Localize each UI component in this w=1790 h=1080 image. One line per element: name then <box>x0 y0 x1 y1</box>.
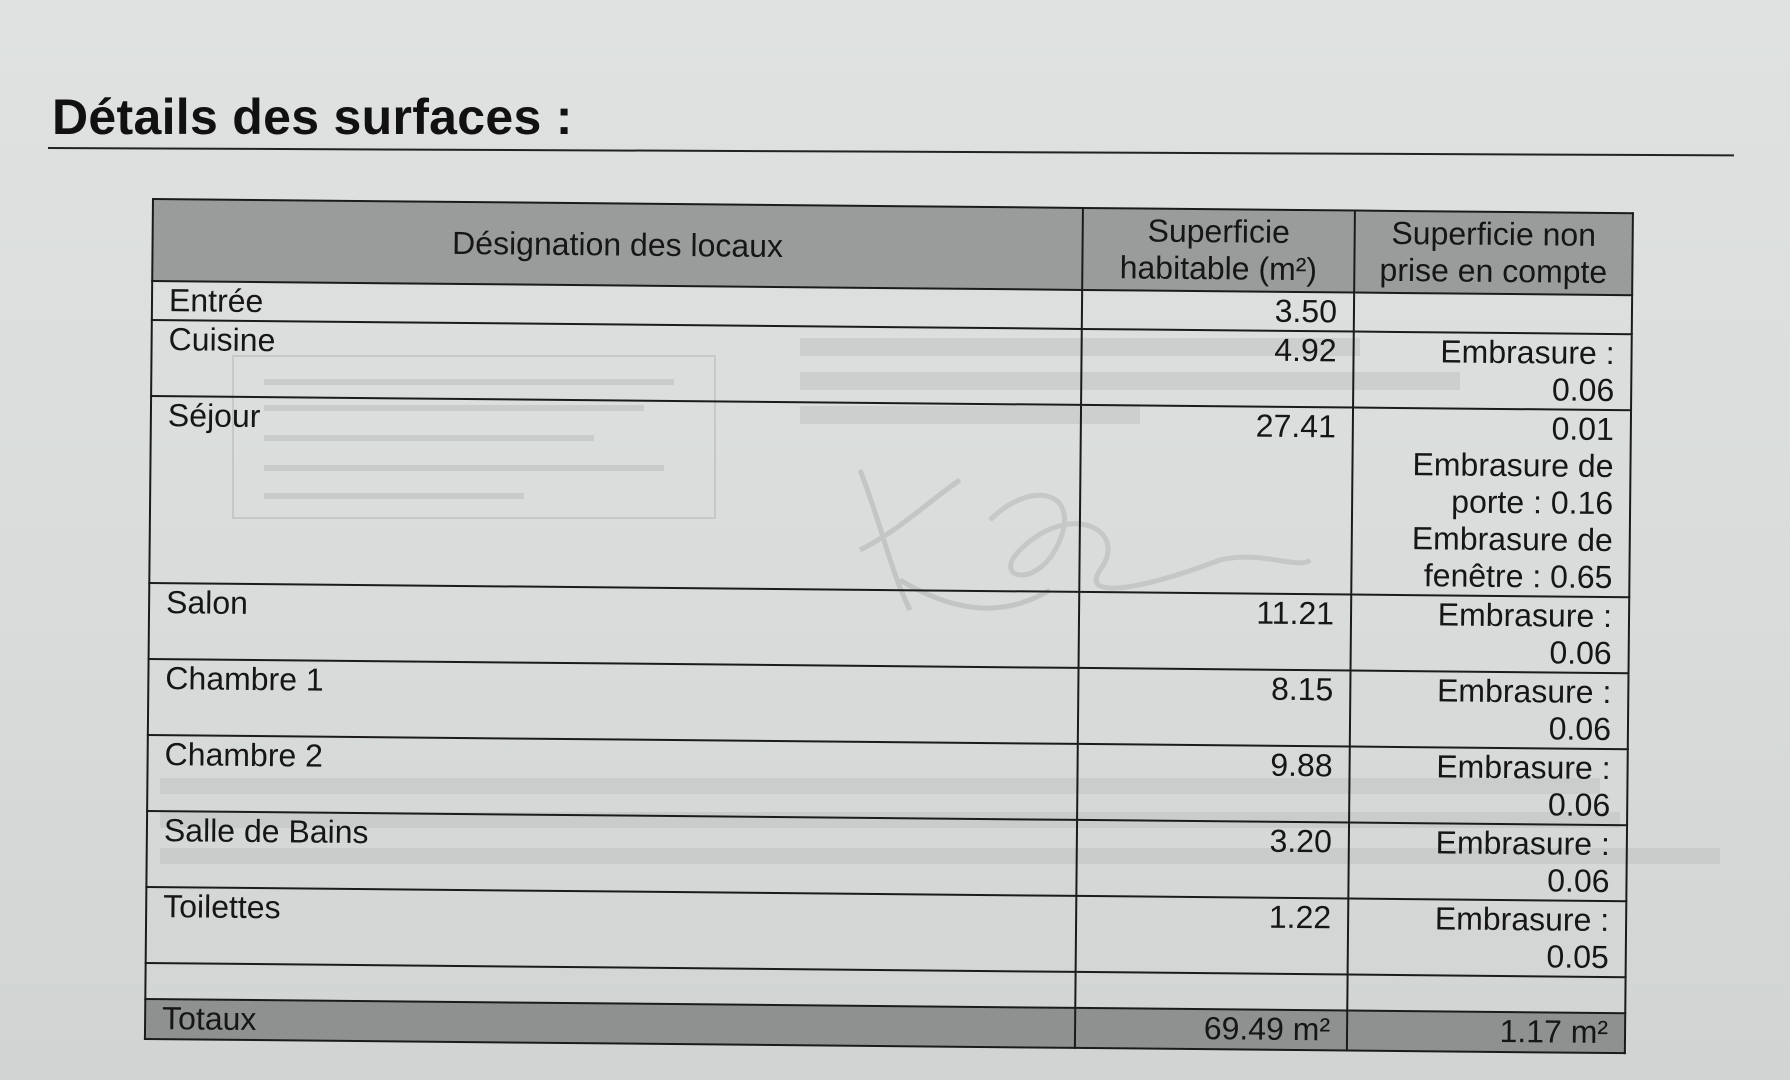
room-name: Cuisine <box>151 320 1082 405</box>
non-counted-value <box>1348 823 1627 902</box>
non-counted-line: 0.06 <box>1549 634 1612 672</box>
habitable-value: 3.50 <box>1082 290 1354 332</box>
habitable-value: 1.22 <box>1076 896 1349 975</box>
room-name: Séjour <box>149 396 1081 592</box>
non-counted-value <box>1351 408 1631 598</box>
totals-non-counted: 1.17 m² <box>1347 1011 1625 1054</box>
non-counted-line: Embrasure : <box>1437 596 1613 635</box>
table-row <box>148 659 1629 749</box>
header-designation: Désignation des locaux <box>152 199 1083 290</box>
habitable-value: 27.41 <box>1079 405 1353 595</box>
non-counted-value <box>1353 332 1632 411</box>
empty-cell <box>1075 972 1347 1011</box>
habitable-value: 4.92 <box>1081 329 1354 408</box>
header-non-line2: prise en compte <box>1379 251 1608 290</box>
non-counted-value <box>1348 899 1627 978</box>
table-row <box>151 320 1632 410</box>
room-name: Salon <box>149 583 1080 668</box>
title-underline <box>48 147 1734 156</box>
header-habitable-line2: habitable (m²) <box>1119 249 1318 288</box>
non-counted-line: 0.06 <box>1551 371 1615 409</box>
surfaces-table <box>144 198 1634 1054</box>
room-name: Chambre 1 <box>148 659 1079 744</box>
habitable-value: 3.20 <box>1076 820 1349 899</box>
header-habitable <box>1082 208 1355 293</box>
room-name: Entrée <box>152 281 1082 329</box>
totals-label: Totaux <box>145 999 1075 1048</box>
header-non-prise <box>1354 211 1633 296</box>
room-name: Chambre 2 <box>147 735 1078 820</box>
non-counted-value <box>1351 595 1630 674</box>
room-name: Toilettes <box>146 887 1077 972</box>
non-counted-value <box>1354 293 1632 335</box>
table-row <box>149 583 1630 673</box>
table-row <box>149 396 1631 597</box>
non-counted-value <box>1349 747 1628 826</box>
non-counted-line: 0.06 <box>1547 862 1610 900</box>
header-habitable-line1: Superficie <box>1147 212 1291 250</box>
non-counted-line: Embrasure : <box>1440 333 1615 372</box>
habitable-value: 11.21 <box>1079 592 1352 671</box>
surfaces-table-wrap <box>144 198 1634 1054</box>
header-non-line1: Superficie non <box>1391 214 1597 253</box>
table-header-row <box>152 199 1633 295</box>
non-counted-value <box>1350 671 1629 750</box>
non-counted-line: 0.06 <box>1547 786 1611 824</box>
non-counted-line: porte : 0.16 <box>1451 483 1614 522</box>
room-name: Salle de Bains <box>146 811 1077 896</box>
non-counted-line: Embrasure de <box>1412 446 1614 485</box>
totals-habitable: 69.49 m² <box>1075 1008 1347 1051</box>
habitable-value: 9.88 <box>1077 744 1350 823</box>
non-counted-line: Embrasure : <box>1436 672 1612 711</box>
table-row <box>147 735 1628 825</box>
non-counted-line: Embrasure : <box>1436 748 1611 787</box>
non-counted-line: Embrasure : <box>1434 900 1610 939</box>
table-row <box>146 887 1627 977</box>
habitable-value: 8.15 <box>1078 668 1351 747</box>
non-counted-line: 0.05 <box>1546 938 1609 976</box>
non-counted-line: 0.06 <box>1548 710 1612 748</box>
non-counted-line: 0.01 <box>1551 410 1615 448</box>
empty-cell <box>1347 975 1625 1014</box>
non-counted-line: fenêtre : 0.65 <box>1423 557 1613 596</box>
non-counted-line: Embrasure : <box>1435 824 1611 863</box>
non-counted-line: Embrasure de <box>1411 520 1613 559</box>
page-title: Détails des surfaces : <box>52 89 573 145</box>
table-row <box>146 811 1627 901</box>
